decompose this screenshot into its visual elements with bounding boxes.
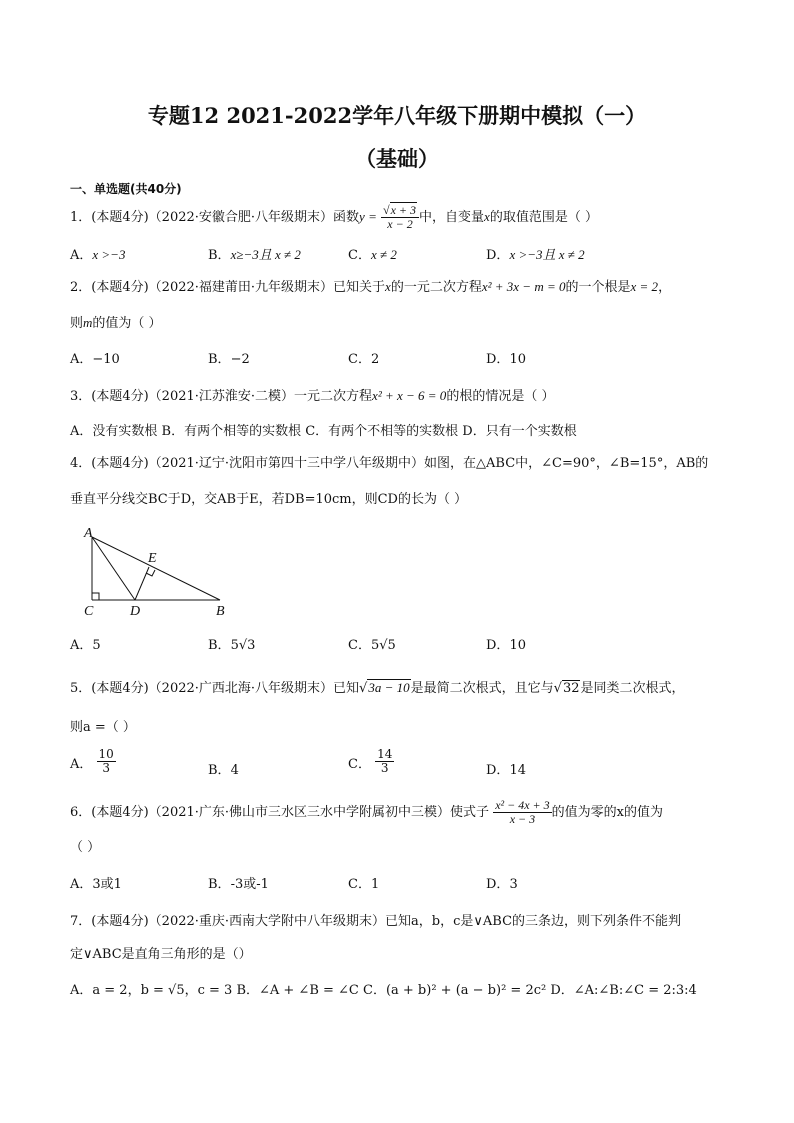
q2-option-b[interactable]: B．−2 xyxy=(208,352,250,367)
q2-end: ， xyxy=(658,280,672,295)
page-subtitle: （基础） xyxy=(355,146,439,171)
q2-option-c[interactable]: C．2 xyxy=(348,352,380,367)
question-4-line2: 垂直平分线交BC于D，交AB于E，若DB=10cm，则CD的长为（ ） xyxy=(70,492,468,507)
q4-option-a[interactable]: A．5 xyxy=(70,638,101,653)
q2-root: x = 2 xyxy=(630,279,659,294)
q1-denominator: x − 2 xyxy=(387,217,413,231)
q1-numerator: x + 3 xyxy=(390,203,417,217)
q5-option-a[interactable]: A． $\frac{10}{3}$ xyxy=(70,747,114,775)
q1-option-d[interactable]: D．x >−3且 x ≠ 2 xyxy=(486,247,585,263)
q1-fraction: $\frac{√x + 3}{x - 2}$ xyxy=(381,204,419,231)
q5-option-d[interactable]: D．14 xyxy=(486,763,526,778)
q1-prefix: 1．(本题4分)（2022·安徽合肥·八年级期末）函数 xyxy=(70,210,360,225)
right-angle-c xyxy=(92,593,99,600)
q2-mid: 的一元二次方程 xyxy=(390,280,482,295)
question-7-line2: 定∨ABC是直角三角形的是（） xyxy=(70,947,252,962)
q1-suffix: 中，自变量 xyxy=(419,210,485,225)
label-c: C xyxy=(84,604,94,619)
q1-option-c[interactable]: C．x ≠ 2 xyxy=(348,247,397,263)
page-title: 专题12 2021-2022学年八年级下册期中模拟（一） xyxy=(147,103,647,128)
q5-option-b[interactable]: B．4 xyxy=(208,763,239,778)
q5-radical-1: 3a − 10 xyxy=(368,680,410,695)
label-e: E xyxy=(148,551,157,566)
q6-option-b[interactable]: B．-3或-1 xyxy=(208,877,269,892)
side-ab xyxy=(92,537,220,600)
section-heading: 一、单选题(共40分) xyxy=(70,182,182,196)
q5-radical-2: 32 xyxy=(562,681,580,696)
question-6-line2: （ ） xyxy=(70,840,101,855)
question-2-line2: 则m的值为（ ） xyxy=(70,315,162,331)
q4-option-c[interactable]: C．5√5 xyxy=(348,638,396,653)
q4-option-b[interactable]: B．5√3 xyxy=(208,638,256,653)
question-3: 3．(本题4分)（2021·江苏淮安·二模）一元二次方程x² + x − 6 = 0的根的情况是（ ） xyxy=(70,388,555,404)
question-1 xyxy=(70,203,598,231)
q3-equation: x² + x − 6 = 0 xyxy=(372,388,447,403)
q6-option-d[interactable]: D．3 xyxy=(486,877,518,892)
triangle-figure xyxy=(80,525,240,620)
q3-options[interactable]: A．没有实数根 B．有两个相等的实数根 C．有两个不相等的实数根 D．只有一个实数根 xyxy=(70,424,577,439)
question-2 xyxy=(70,278,671,297)
segment-de xyxy=(135,567,149,600)
q5-option-c[interactable]: C． $\frac{14}{3}$ xyxy=(348,747,393,775)
q1-option-b[interactable]: B．x≥−3且 x ≠ 2 xyxy=(208,247,301,263)
q6-option-a[interactable]: A．3或1 xyxy=(70,877,122,892)
q1-option-a[interactable]: A．x >−3 xyxy=(70,247,126,263)
q6-fraction: $\frac{\text{x² − 4x + 3}}{x - 3}$ xyxy=(495,798,550,826)
q2-var: x xyxy=(385,279,391,294)
question-7: 7．(本题4分)（2022·重庆·西南大学附中八年级期末）已知a，b，c是∨ABC的三条边，则下列条件不能判 xyxy=(70,914,682,929)
label-b: B xyxy=(216,604,225,619)
question-6: 6．(本题4分)（2021·广东·佛山市三水区三水中学附属初中三模）使式子 $\frac{\text{x² − 4x + 3}}{x - 3}$ 的值为零的x的值为 xyxy=(70,798,663,826)
q2-equation: x² + 3x − m = 0 xyxy=(481,279,566,294)
q1-var: x xyxy=(484,209,490,224)
label-a: A xyxy=(84,526,93,541)
q1-y-eq: y = xyxy=(359,209,377,224)
q2-prefix: 2．(本题4分)（2022·福建莆田·九年级期末）已知关于 xyxy=(70,280,386,295)
q4-option-d[interactable]: D．10 xyxy=(486,638,526,653)
q1-suffix2: 的取值范围是（ ） xyxy=(489,210,598,225)
q7-options[interactable]: A．a = 2，b = √5，c = 3 B．∠A + ∠B = ∠C C．(a + b)² + (a − b)² = 2c² D．∠A:∠B:∠C = 2:3:4 xyxy=(70,983,697,998)
label-d: D xyxy=(130,604,141,619)
q6-option-c[interactable]: C．1 xyxy=(348,877,380,892)
segment-ad xyxy=(92,537,135,600)
q2-option-a[interactable]: A．−10 xyxy=(70,352,120,367)
question-4: 4．(本题4分)（2021·辽宁·沈阳市第四十三中学八年级期中）如图，在△ABC中，∠C=90°，∠B=15°，AB的 xyxy=(70,456,709,471)
question-5-line2: 则a =（ ） xyxy=(70,720,136,735)
q2-mid2: 的一个根是 xyxy=(565,280,631,295)
question-5: 5．(本题4分)（2022·广西北海·八年级期末）已知√3a − 10是最简二次根式，且它与√32是同类二次根式， xyxy=(70,680,685,696)
q2-option-d[interactable]: D．10 xyxy=(486,352,526,367)
